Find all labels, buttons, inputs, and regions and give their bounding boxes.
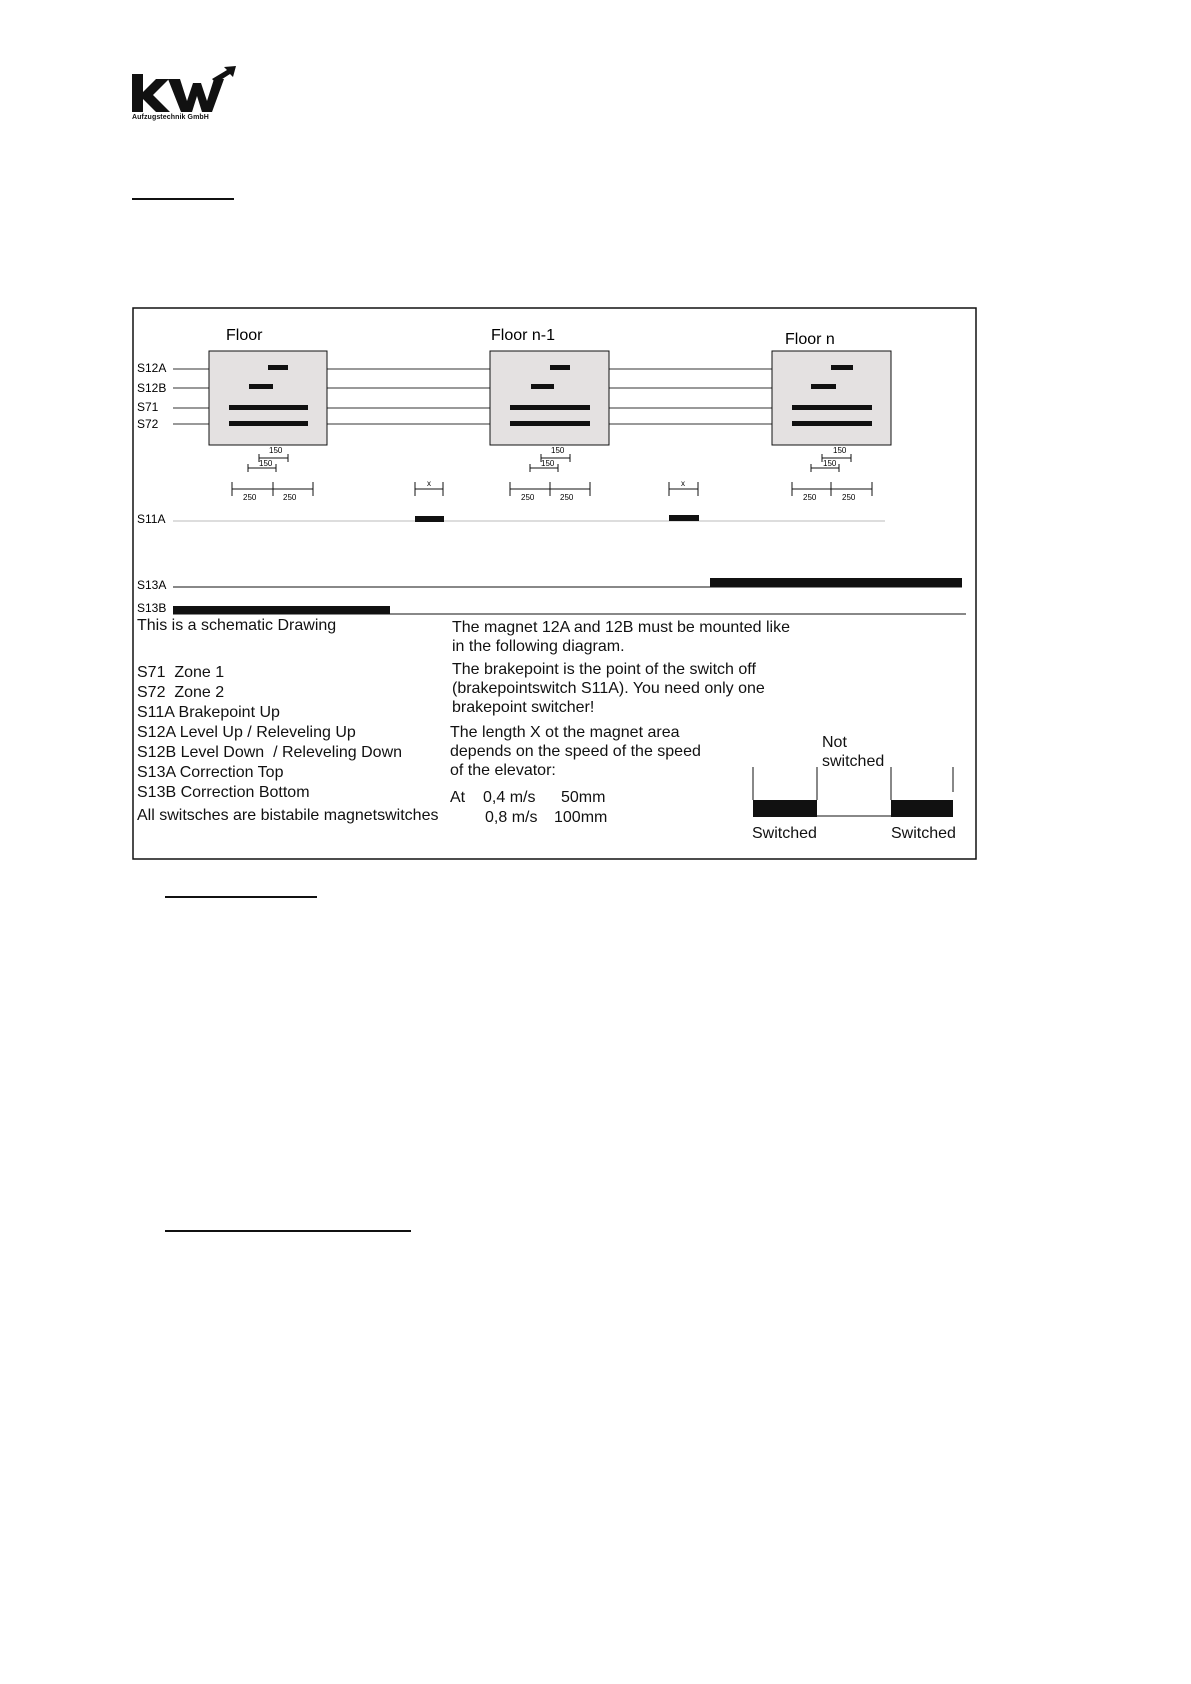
dim-150-f3-b: 150 — [823, 459, 837, 468]
legend-item: S13A Correction Top — [137, 764, 284, 781]
legend-item: S13B Correction Bottom — [137, 784, 310, 801]
switch-label-s11a: S11A — [137, 512, 166, 526]
floor-box-3 — [772, 351, 891, 445]
schematic-caption: This is a schematic Drawing — [137, 617, 337, 634]
dim-x-2: x — [681, 479, 685, 488]
floor-title-2: Floor n-1 — [491, 327, 556, 344]
dim-250-f2-a: 250 — [521, 493, 535, 502]
speed-row-2-length: 100mm — [554, 809, 608, 826]
speed-row-2-speed: 0,8 m/s — [485, 809, 538, 826]
legend-item: S11A Brakepoint Up — [137, 704, 280, 721]
switch-label-s13b: S13B — [137, 601, 167, 615]
legend-item: S12B Level Down / Releveling Down — [137, 744, 403, 761]
dim-150-f1-a: 150 — [269, 446, 283, 455]
switch-label-s13a: S13A — [137, 578, 167, 592]
speed-row-1-length: 50mm — [561, 789, 606, 806]
dim-150-f3-a: 150 — [833, 446, 847, 455]
note-brakepoint: The brakepoint is the point of the switch off (brakepointswitch S11A). You need only one brakepoint switcher! — [452, 661, 765, 716]
floor-box-2 — [490, 351, 609, 445]
switch-label-s12a: S12A — [137, 361, 167, 375]
speed-table-prefix: At — [450, 789, 466, 806]
switch-legend — [137, 663, 438, 826]
legend-item: All switsches are bistabile magnetswitches — [137, 807, 439, 824]
switched-label-left: Switched — [752, 825, 817, 842]
dim-150-f1-b: 150 — [259, 459, 273, 468]
switched-bar-left — [753, 800, 817, 817]
dimension-marks-floor-1 — [232, 454, 313, 496]
note-magnet-length: The length X ot the magnet area depends on the speed of the speed of the elevator: — [450, 724, 701, 779]
dim-150-f2-a: 150 — [551, 446, 565, 455]
magnet-s11a-2 — [669, 515, 699, 521]
speed-row-1-speed: 0,4 m/s — [483, 789, 536, 806]
floor-title-1: Floor — [226, 327, 263, 344]
switch-label-s12b: S12B — [137, 381, 167, 395]
switch-label-s72: S72 — [137, 417, 159, 431]
dim-250-f1-b: 250 — [283, 493, 297, 502]
legend-item: S71 Zone 1 — [137, 664, 225, 681]
magnet-s13a — [710, 578, 962, 587]
switched-label-right: Switched — [891, 825, 956, 842]
dim-250-f1-a: 250 — [243, 493, 257, 502]
floor-box-1 — [209, 351, 327, 445]
legend-item: S12A Level Up / Releveling Up — [137, 724, 356, 741]
legend-item: S72 Zone 2 — [137, 684, 225, 701]
dim-250-f2-b: 250 — [560, 493, 574, 502]
dim-150-f2-b: 150 — [541, 459, 555, 468]
floor-title-3: Floor n — [785, 331, 835, 348]
dim-x-1: x — [427, 479, 431, 488]
magnet-s13b — [173, 606, 390, 614]
note-mounting: The magnet 12A and 12B must be mounted like in the following diagram. — [452, 619, 790, 655]
dim-250-f3-b: 250 — [842, 493, 856, 502]
not-switched-label: Not switched — [822, 734, 885, 770]
dim-250-f3-a: 250 — [803, 493, 817, 502]
switch-label-s71: S71 — [137, 400, 159, 414]
magnet-s11a-1 — [415, 516, 444, 522]
switched-bar-right — [891, 800, 953, 817]
logo-subtitle: Aufzugstechnik GmbH — [132, 114, 209, 121]
